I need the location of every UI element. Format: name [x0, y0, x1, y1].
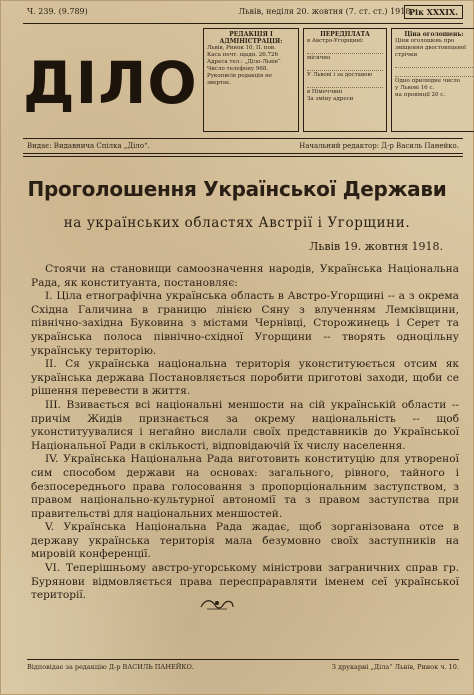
paragraph: V. Українська Національна Рада жадає, щоб зорганізована отсе в державу українська територія мала безумовно своїх заступників на мировій конференції.	[31, 521, 459, 561]
ad-prices-line: Одно прилюдне число	[395, 78, 460, 84]
editorial-line: Рукописів редакція не звертає.	[207, 73, 273, 86]
ornament-icon	[197, 595, 237, 615]
editorial-info-head: РЕДАКЦІЯ І АДМІНІСТРАЦІЯ:	[219, 31, 283, 45]
chief-editor: Начальний редактор: Д-р Василь Панейко.	[299, 142, 459, 150]
editorial-line: Каса почт. щадн. 26.726	[207, 52, 278, 58]
editorial-line: Адреса тел.: „Діло-Львів“	[207, 59, 281, 65]
article-body	[31, 263, 459, 603]
issue-number: Ч. 239. (9.789)	[27, 7, 88, 16]
ad-prices-box	[391, 28, 474, 132]
paragraph: IV. Українська Національна Рада виготовить конституцію для утвореної сим способом держави на основах: загального, рівного, тайного і безпосереднього права голосовання з пропорціональним заступством, з правом національно-культурної автономії та з правом заступства при правительстві для національних меншостей.	[31, 453, 459, 520]
price-line	[395, 60, 473, 68]
ad-prices-line: Ціни оголошень про зміщення двостовпцевої стрічки	[395, 38, 466, 58]
subscription-line: в Австро-Угорщині:	[307, 38, 364, 44]
divider	[23, 153, 463, 154]
ad-prices-line: у Львові 16 с.	[395, 85, 435, 91]
year-badge: Рік XXXIX.	[404, 5, 463, 19]
price-line	[307, 80, 383, 88]
subscription-line: У Львові і за доставою	[307, 72, 373, 78]
divider	[23, 156, 463, 157]
price-line	[395, 69, 473, 77]
editorial-line: Число телефону 968.	[207, 66, 269, 72]
newspaper-logo: ДІЛО	[23, 49, 198, 117]
subscription-line: За зміну адреси	[307, 96, 354, 102]
paragraph: Стоячи на становищи самоозначення народів, Українська Національна Рада, як конституанта, постановляє:	[31, 263, 459, 289]
price-line	[307, 46, 383, 54]
price-line	[307, 63, 383, 71]
publisher-line	[27, 142, 459, 150]
paragraph: VI. Теперішньому австро-угорському міністрови заграничних справ гр. Бурянови відмовляється права переспраравляти іменем сеї української території.	[31, 562, 459, 602]
subscription-box	[303, 28, 387, 132]
issue-date: Львів, неділя 20. жовтня (7. ст. ст.) 1918.	[238, 7, 413, 16]
masthead	[23, 23, 466, 139]
paragraph: II. Ся українська національна територія уконституюється отсим як українська держава Постановляється поробити приготові заходи, щоби се рішення перевести в життя.	[31, 358, 459, 398]
ad-prices-head: Ціна оголошень:	[404, 31, 464, 38]
footer-responsible: Відповідає за редакцію Д-р ВАСИЛЬ ПАНЕЙКО.	[27, 663, 194, 671]
page-footer	[27, 659, 459, 671]
paragraph: I. Ціла етнографічна українська область в Австро-Угорщині -- а з окрема Східна Галичина в границю лінією Сяну з влученням Лемківщини, північно-західна Буковина з містами Чернівці, Сторожинець і Серет та українська полоса північно-східної Угорщини -- творять одноцільну українську територію.	[31, 290, 459, 357]
article-subtitle: на українських областях Австрії і Угорщини.	[63, 215, 411, 231]
publisher: Видає: Видавнича Спілка „Діло“.	[27, 142, 150, 150]
editorial-line: Львів, Ринок 10, II. пов.	[207, 45, 276, 51]
article-dateline: Львів 19. жовтня 1918.	[309, 240, 443, 253]
footer-printer: З друкарні „Діла“ Львів, Ринок ч. 10.	[331, 663, 459, 671]
subscription-line: місячно	[307, 55, 331, 61]
paragraph: III. Взивається всі національні меншости на сій українській области -- причім Жидів признається за окрему національність -- щоб уконституувалися і негайно вислали своїх представників до Української Національної Ради в скількості, відповідаючій їх числу населення.	[31, 398, 459, 452]
editorial-info-box	[203, 28, 299, 132]
subscription-head: ПЕРЕДПЛАТА	[320, 31, 370, 38]
ad-prices-line: на провінції 20 с.	[395, 92, 446, 98]
subscription-line: в Німеччині	[307, 89, 343, 95]
top-line	[27, 7, 413, 16]
article-title: Проголошення Української Держави	[27, 177, 447, 201]
